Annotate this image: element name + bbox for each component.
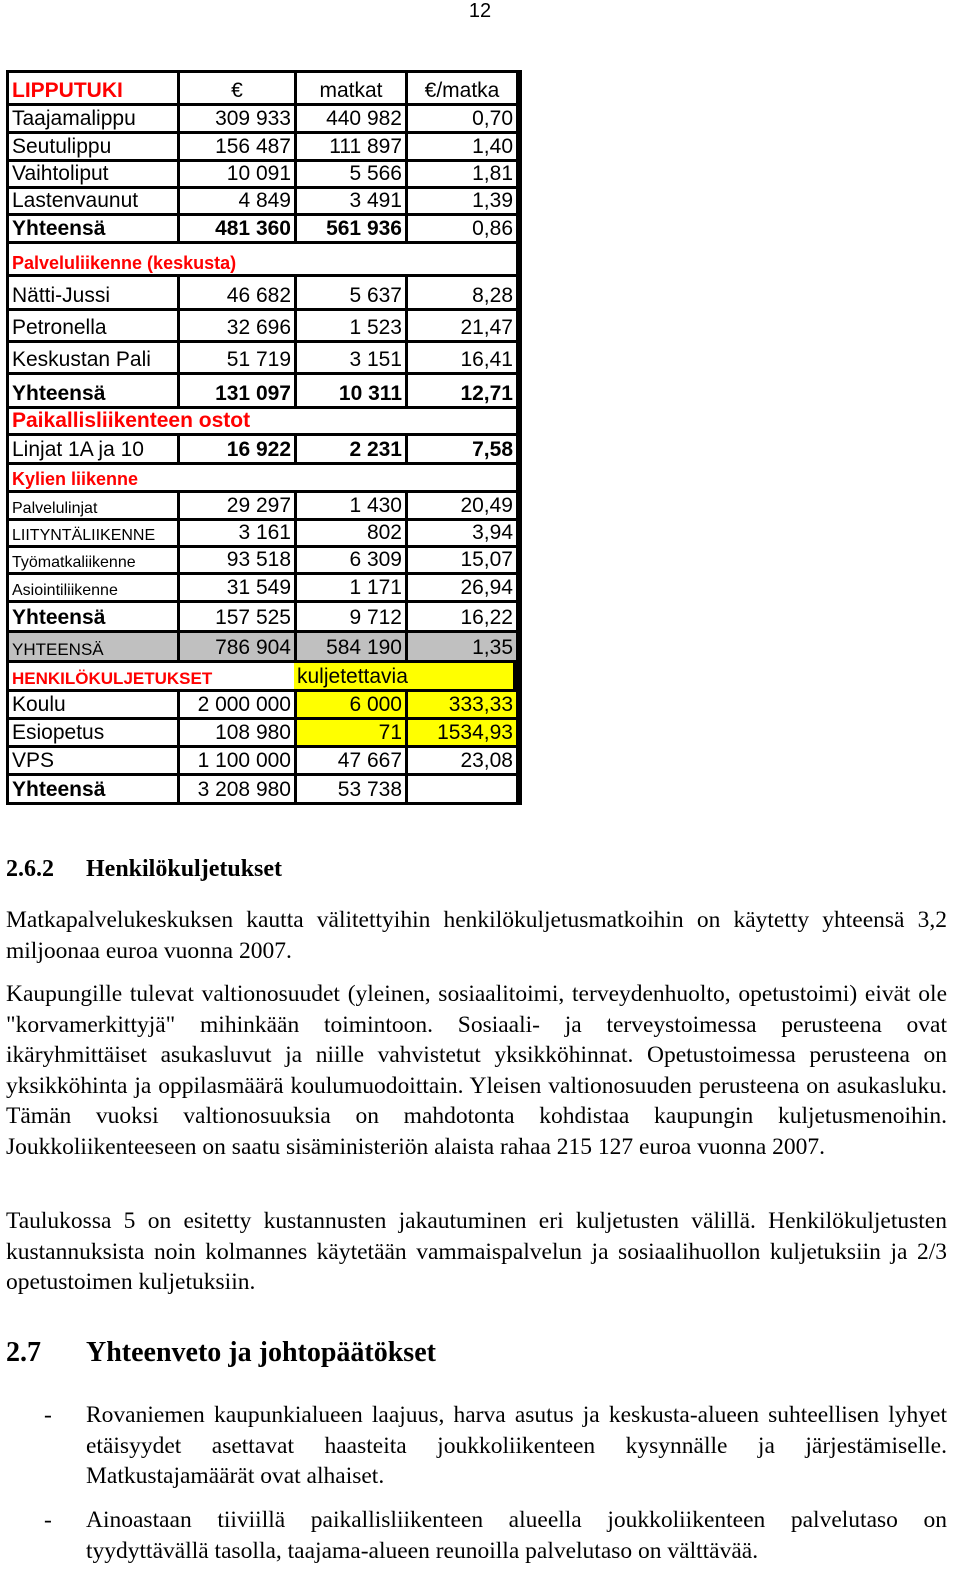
cell-trips: 111 897: [297, 134, 405, 159]
cell-euro-per-trip: 16,41: [408, 343, 516, 372]
cell-euro: 3 161: [180, 521, 294, 545]
cell-trips: 5 637: [297, 277, 405, 308]
cell-euro: 3 208 980: [180, 776, 294, 802]
cell-euro-per-trip: 1,35: [408, 633, 516, 660]
cell-euro-per-trip: 0,70: [408, 106, 516, 131]
cell-euro-per-trip: 12,71: [408, 375, 516, 406]
cell-trips: 1 523: [297, 311, 405, 340]
table-section-row: [9, 409, 519, 433]
cell-euro-per-trip: 15,07: [408, 548, 516, 572]
cell-euro: 4 849: [180, 189, 294, 213]
cell-euro: 108 980: [180, 720, 294, 745]
section-label: Kylien liikenne: [9, 465, 516, 490]
bullet-dash: -: [44, 1507, 52, 1533]
bullet-item: [6, 1505, 947, 1566]
row-label: Yhteensä: [9, 216, 177, 241]
cell-trips: 71: [297, 720, 405, 745]
cell-trips: 584 190: [297, 633, 405, 660]
section-label: HENKILÖKULJETUKSET: [9, 663, 294, 689]
table-row: [9, 720, 519, 745]
cell-trips: 802: [297, 521, 405, 545]
cell-euro: 156 487: [180, 134, 294, 159]
row-label: Työmatkaliikenne: [9, 548, 177, 572]
table-header-row: [9, 73, 519, 103]
row-label: LIITYNTÄLIIKENNE: [9, 521, 177, 545]
bullet-text: Rovaniemen kaupunkialueen laajuus, harva asutus ja keskusta-alueen suhteellisen lyhyet etäisyydet asettavat haasteita joukkoliikenteen kysynnälle ja järjestämiselle. Matkustajamäärät ovat alhaiset.: [86, 1402, 947, 1490]
cell-euro-per-trip: 1,81: [408, 162, 516, 186]
table-section-row: [9, 663, 519, 689]
section-heading-2-6-2: [6, 856, 947, 883]
row-label: Petronella: [9, 311, 177, 340]
cell-trips: 47 667: [297, 748, 405, 773]
cell-euro: 157 525: [180, 603, 294, 630]
paragraph: Matkapalvelukeskuksen kautta välitettyihin henkilökuljetusmatkoihin on käytetty yhteensä 3,2 miljoonaa euroa vuonna 2007.: [6, 907, 947, 964]
cell-euro-per-trip: 20,49: [408, 493, 516, 518]
cell-trips: 561 936: [297, 216, 405, 241]
table-total-row: [9, 776, 519, 802]
table-row: [9, 575, 519, 600]
table-row: [9, 277, 519, 308]
cell-trips: 6 309: [297, 548, 405, 572]
column-header-euro: €: [180, 73, 294, 103]
cell-trips: 10 311: [297, 375, 405, 406]
cell-trips: 2 231: [297, 436, 405, 462]
cell-trips: 1 430: [297, 493, 405, 518]
cell-euro: 16 922: [180, 436, 294, 462]
table-row: [9, 748, 519, 773]
table-row: [9, 493, 519, 518]
cell-trips: 5 566: [297, 162, 405, 186]
cell-euro: 46 682: [180, 277, 294, 308]
cell-trips: 1 171: [297, 575, 405, 600]
table-row: [9, 162, 519, 186]
table-total-row: [9, 603, 519, 630]
cell-euro: 2 000 000: [180, 692, 294, 717]
cell-euro-per-trip: 333,33: [408, 692, 516, 717]
row-label: Keskustan Pali: [9, 343, 177, 372]
table-title: LIPPUTUKI: [9, 73, 177, 103]
cell-euro-per-trip: 26,94: [408, 575, 516, 600]
row-label: Yhteensä: [9, 375, 177, 406]
cell-euro-per-trip: 1,39: [408, 189, 516, 213]
row-label: Palvelulinjat: [9, 493, 177, 518]
row-label: Lastenvaunut: [9, 189, 177, 213]
cell-euro-per-trip: 7,58: [408, 436, 516, 462]
cell-euro-per-trip: 1,40: [408, 134, 516, 159]
cell-euro: 51 719: [180, 343, 294, 372]
table-row: [9, 692, 519, 717]
table-section-row: [9, 465, 519, 490]
table-row: [9, 343, 519, 372]
cell-trips: 3 151: [297, 343, 405, 372]
cell-euro-per-trip: 21,47: [408, 311, 516, 340]
lipputuki-table: [6, 70, 522, 805]
cell-euro: 29 297: [180, 493, 294, 518]
row-label: Yhteensä: [9, 776, 177, 802]
cell-trips: 440 982: [297, 106, 405, 131]
cell-euro: 31 549: [180, 575, 294, 600]
table-grand-total-row: [9, 633, 519, 660]
section-title: Henkilökuljetukset: [86, 856, 283, 882]
cell-euro: 1 100 000: [180, 748, 294, 773]
table-row: [9, 311, 519, 340]
row-label: Vaihtoliput: [9, 162, 177, 186]
row-label: Asiointiliikenne: [9, 575, 177, 600]
page-number: 12: [468, 0, 492, 22]
section-heading-2-7: [6, 1337, 947, 1369]
cell-euro: 93 518: [180, 548, 294, 572]
row-label: Seutulippu: [9, 134, 177, 159]
cell-euro: 786 904: [180, 633, 294, 660]
cell-euro-per-trip: 16,22: [408, 603, 516, 630]
table-section-row: [9, 244, 519, 274]
table-row: [9, 189, 519, 213]
table-total-row: [9, 216, 519, 241]
cell-trips: 53 738: [297, 776, 405, 802]
column-header-trips: matkat: [297, 73, 405, 103]
row-label: Koulu: [9, 692, 177, 717]
bullet-dash: -: [44, 1402, 52, 1428]
section-number: 2.6.2: [6, 856, 54, 882]
cell-euro-per-trip: 0,86: [408, 216, 516, 241]
table-row: [9, 106, 519, 131]
table-row: [9, 436, 519, 462]
cell-euro-per-trip: 3,94: [408, 521, 516, 545]
section-number: 2.7: [6, 1337, 41, 1368]
row-label: Linjat 1A ja 10: [9, 436, 177, 462]
row-label: Taajamalippu: [9, 106, 177, 131]
cell-euro-per-trip: 1534,93: [408, 720, 516, 745]
section-label: Palveluliikenne (keskusta): [9, 244, 516, 274]
cell-euro-per-trip: 8,28: [408, 277, 516, 308]
column-header-euro-per-trip: €/matka: [408, 73, 516, 103]
cell-trips: 3 491: [297, 189, 405, 213]
transported-header: kuljetettavia: [294, 663, 513, 689]
table-row: [9, 521, 519, 545]
row-label: VPS: [9, 748, 177, 773]
cell-euro: 32 696: [180, 311, 294, 340]
row-label: Yhteensä: [9, 603, 177, 630]
row-label: Nätti-Jussi: [9, 277, 177, 308]
cell-euro: 131 097: [180, 375, 294, 406]
bullet-text: Ainoastaan tiiviillä paikallisliikenteen alueella joukkoliikenteen palvelutaso on tyydyttävällä tasolla, taajama-alueen reunoilla palvelutaso on välttävää.: [86, 1507, 947, 1564]
cell-euro: 309 933: [180, 106, 294, 131]
table-total-row: [9, 375, 519, 406]
cell-euro-per-trip: 23,08: [408, 748, 516, 773]
table-row: [9, 134, 519, 159]
row-label: Esiopetus: [9, 720, 177, 745]
paragraph: Taulukossa 5 on esitetty kustannusten jakautuminen eri kuljetusten välillä. Henkilökuljetusten kustannuksista noin kolmannes käytetään vammaispalvelun ja sosiaalihuollon kuljetuksiin ja 2/3 opetustoimen kuljetuksiin.: [6, 1208, 947, 1296]
bullet-item: [6, 1400, 947, 1492]
cell-euro: 10 091: [180, 162, 294, 186]
paragraph: Kaupungille tulevat valtionosuudet (yleinen, sosiaalitoimi, terveydenhuolto, opetustoimi) eivät ole "korvamerkittyjä" mihinkään toimintoon. Sosiaali- ja terveystoimessa perusteena ovat ikäryhmittäiset asukasluvut ja niille vahvistetut yksikköhinnat. Opetustoimessa perusteena on yksikköhinta ja oppilasmäärä koulumuodoittain. Yleisen valtionosuuden perusteena on asukasluku. Tämän vuoksi valtionosuuksia on mahdotonta kohdistaa kaupungin kuljetusmenoihin. Joukkoliikenteeseen on saatu sisäministeriön alaista rahaa 215 127 euroa vuonna 2007.: [6, 981, 947, 1160]
section-title: Yhteenveto ja johtopäätökset: [86, 1337, 436, 1368]
cell-trips: 6 000: [297, 692, 405, 717]
table-row: [9, 548, 519, 572]
row-label: YHTEENSÄ: [9, 633, 177, 660]
section-label: Paikallisliikenteen ostot: [9, 409, 516, 433]
cell-euro: 481 360: [180, 216, 294, 241]
cell-euro-per-trip: [408, 776, 516, 802]
cell-trips: 9 712: [297, 603, 405, 630]
